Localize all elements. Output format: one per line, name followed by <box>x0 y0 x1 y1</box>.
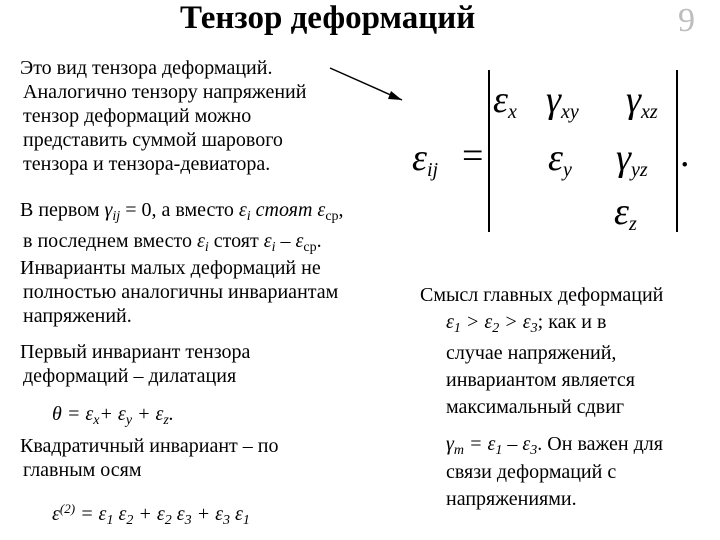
first-invariant-line: Первый инвариант тензора <box>20 341 251 363</box>
matrix-cell-eyy: εy <box>548 137 572 181</box>
matrix-cell-gyz: γyz <box>616 137 648 181</box>
matrix-cell-gxy: γxy <box>546 79 579 123</box>
principal-strains-line: максимальный сдвиг <box>446 396 625 418</box>
quadratic-invariant-line: Квадратичный инвариант – по <box>20 435 279 457</box>
invariants-line: Инварианты малых деформаций не <box>20 257 321 279</box>
intro-line: Аналогично тензору напряжений <box>23 81 307 103</box>
note-line-2: в последнем вместо $\varepsilon_i$ стоят $\varepsilon_i - \varepsilon_{ср}$. <box>23 230 322 255</box>
matrix-lhs: εij <box>412 137 439 181</box>
slide-title: Тензор деформаций <box>180 0 476 36</box>
quadratic-invariant-line: главным осям <box>23 459 142 481</box>
quadratic-invariant-paragraph <box>20 434 278 482</box>
matrix-cell-gxz: γxz <box>626 79 658 123</box>
quadratic-invariant-formula: $\varepsilon^{(2)} = \varepsilon_1$ $\varepsilon_2 + \varepsilon_2$ $\varepsilon_3 + \varepsilon_3$ $\varepsilon_1$ <box>52 501 250 528</box>
principal-strains-line: случае напряжений, <box>446 342 617 364</box>
principal-strains-text <box>446 341 635 419</box>
max-shear-line: напряжениями. <box>446 488 577 510</box>
intro-line: Это вид тензора деформаций. <box>20 57 273 79</box>
intro-line: тензора и тензора-девиатора. <box>23 153 271 175</box>
intro-line: тензор деформаций можно <box>23 105 252 127</box>
max-shear-line: связи деформаций с <box>446 461 617 483</box>
decomposition-note <box>20 198 344 260</box>
matrix-left-bar <box>488 70 490 232</box>
first-invariant-paragraph <box>20 340 250 388</box>
max-shear-formula: $\gamma_m = \varepsilon_1 - \varepsilon_3$. Он важен для <box>446 433 663 458</box>
first-invariant-line: деформаций – дилатация <box>23 365 237 387</box>
matrix-period: . <box>680 133 690 175</box>
matrix-cell-ezz: εz <box>614 191 637 235</box>
invariants-paragraph <box>20 256 338 328</box>
matrix-cell-exx: εx <box>493 79 517 123</box>
dilatation-formula: $\theta = \varepsilon_x+ \varepsilon_y + \varepsilon_z$. <box>52 403 174 428</box>
principal-strains-heading: Смысл главных деформаций <box>420 284 664 306</box>
max-shear-text <box>446 460 616 511</box>
principal-strains-line: инвариантом является <box>446 369 635 391</box>
intro-line: представить суммой шарового <box>23 129 283 151</box>
invariants-line: напряжений. <box>23 305 132 327</box>
invariants-line: полностью аналогичны инвариантам <box>23 281 339 303</box>
intro-paragraph <box>20 56 306 176</box>
principal-strains-inequality: $\varepsilon_1 > \varepsilon_2 > \varepsilon_3$; как и в <box>446 311 607 336</box>
matrix-right-bar <box>676 70 678 232</box>
page-number: 9 <box>678 2 695 39</box>
note-line-1: В первом $\gamma_{ij} = 0$, а вместо $\varepsilon_i$ стоят $\varepsilon_{ср}$, <box>20 199 344 224</box>
matrix-equals: = <box>462 135 484 177</box>
